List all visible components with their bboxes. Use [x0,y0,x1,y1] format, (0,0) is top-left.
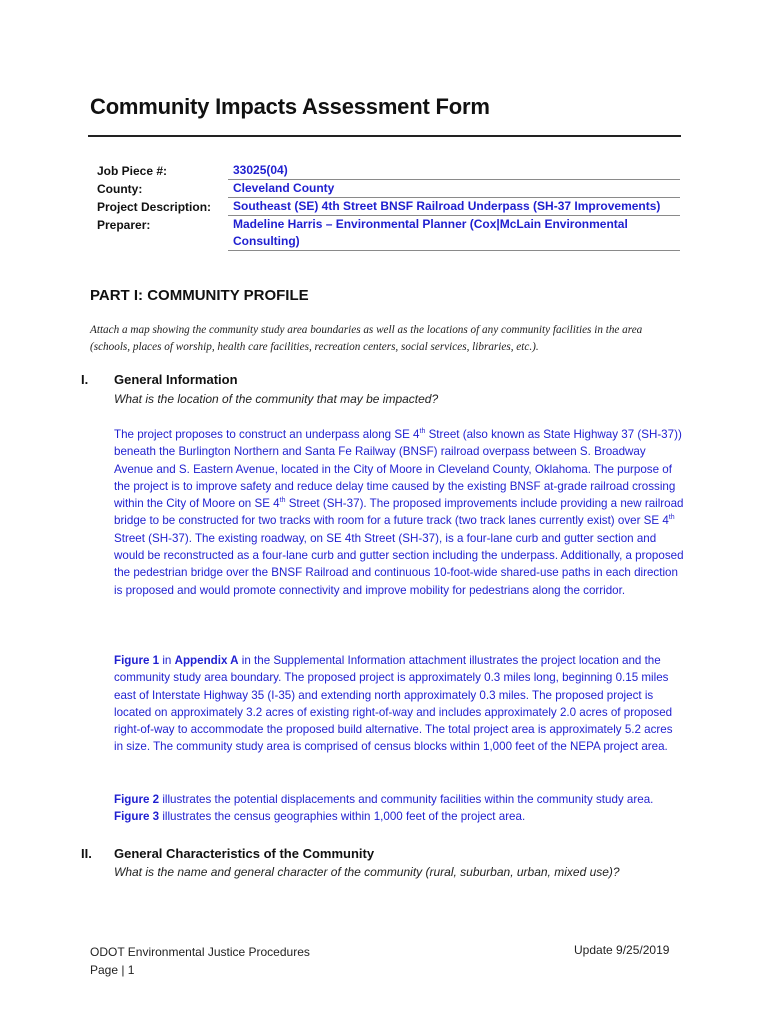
p1-text-a: The project proposes to construct an underpass along SE 4 [114,428,420,441]
p3-text: illustrates the census geographies within 1,000 feet of the project area. [159,810,526,824]
section1-answer-paragraph-1[interactable] [114,426,684,599]
footer-update-date: Update 9/25/2019 [574,943,670,957]
figure-2-ref: Figure 2 [114,793,160,806]
p1-text-b: Street (also known as State Highway 37 (SH-37)) beneath the Burlington Northern and Santa Fe Railway (BNSF) railroad overpass between S. Broadway Avenue and S. Eastern Avenue, located in the City of Moore in Cleveland County, Oklahoma. The purpose of the project is to improve safety and reduce delay time caused by the existing BNSF at-grade railroad crossing within the City of Moore on SE 4 [114,428,682,511]
p1-sup-1: th [419,428,426,436]
project-description-field[interactable]: Southeast (SE) 4th Street BNSF Railroad Underpass (SH-37 Improvements) [228,198,680,216]
section1-heading: General Information [114,372,238,387]
job-piece-label: Job Piece #: [97,164,168,178]
p2-text: in the Supplemental Information attachment illustrates the project location and the community study area boundary. The proposed project is approximately 0.3 miles long, beginning 0.15 miles east of Interstate Highway 35 (I-35) and extending north approximately 0.3 miles. The proposed project is located on approximately 3.2 acres of existing right-of-way and includes approximately 2.0 acres of proposed right-of-way to accommodate the proposed build alternative. The total project area is approximately 5.2 acres in size. The community study area is comprised of census blocks within 1,000 feet of the NEPA project area. [114,654,673,754]
appendix-a-ref: Appendix A [174,654,239,667]
job-piece-field[interactable]: 33025(04) [228,162,680,180]
footer-org: ODOT Environmental Justice Procedures [90,945,310,959]
p2-in: in [159,654,175,667]
title-divider [88,135,681,137]
section1-question: What is the location of the community that may be impacted? [114,392,439,406]
figure-1-ref: Figure 1 [114,654,160,667]
footer-left [90,943,310,979]
preparer-field[interactable]: Madeline Harris – Environmental Planner (Cox|McLain Environmental Consulting) [228,216,680,251]
county-label: County: [97,182,143,196]
page-title: Community Impacts Assessment Form [90,94,490,119]
section1-answer-paragraph-3[interactable] [114,791,684,826]
section2-question: What is the name and general character of the community (rural, suburban, urban, mixed use)? [114,865,620,879]
section1-answer-paragraph-2[interactable] [114,652,684,756]
footer-page-number: Page | 1 [90,963,135,977]
p1-text-c: Street (SH-37). The proposed improvements include providing a new railroad bridge to be constructed for two tracks with room for a future track (two track lanes currently exist) over SE 4 [114,497,684,528]
p1-text-d: Street (SH-37). The existing roadway, on SE 4th Street (SH-37), is a four-lane curb and gutter section and would be reconstructed as a four-lane curb and gutter section including the underpass. Additionally, a proposed the pedestrian bridge over the BNSF Railroad and continuous 10-foot-wide shared-use paths in each direction is proposed and would promote connectivity and improve mobility for pedestrians along the corridor. [114,531,684,597]
meta-values [228,162,680,251]
part1-title: PART I: COMMUNITY PROFILE [90,287,309,304]
p1-sup-3: th [668,514,675,522]
figure-3-ref: Figure 3 [114,810,160,824]
section2-number: II. [81,846,92,861]
p1-sup-2: th [279,497,286,505]
county-field[interactable]: Cleveland County [228,180,680,198]
meta-labels [97,162,211,234]
section2-heading: General Characteristics of the Community [114,846,375,861]
project-description-label: Project Description: [97,200,212,214]
part1-intro: Attach a map showing the community study area boundaries as well as the locations of any community facilities in the area (schools, places of worship, health care facilities, recreation centers, social services, libraries, etc.). [90,324,643,353]
section1-number: I. [81,372,89,387]
preparer-label: Preparer: [97,218,151,232]
p3-text-mid: illustrates the potential displacements and community facilities within the community study area. [159,793,654,806]
